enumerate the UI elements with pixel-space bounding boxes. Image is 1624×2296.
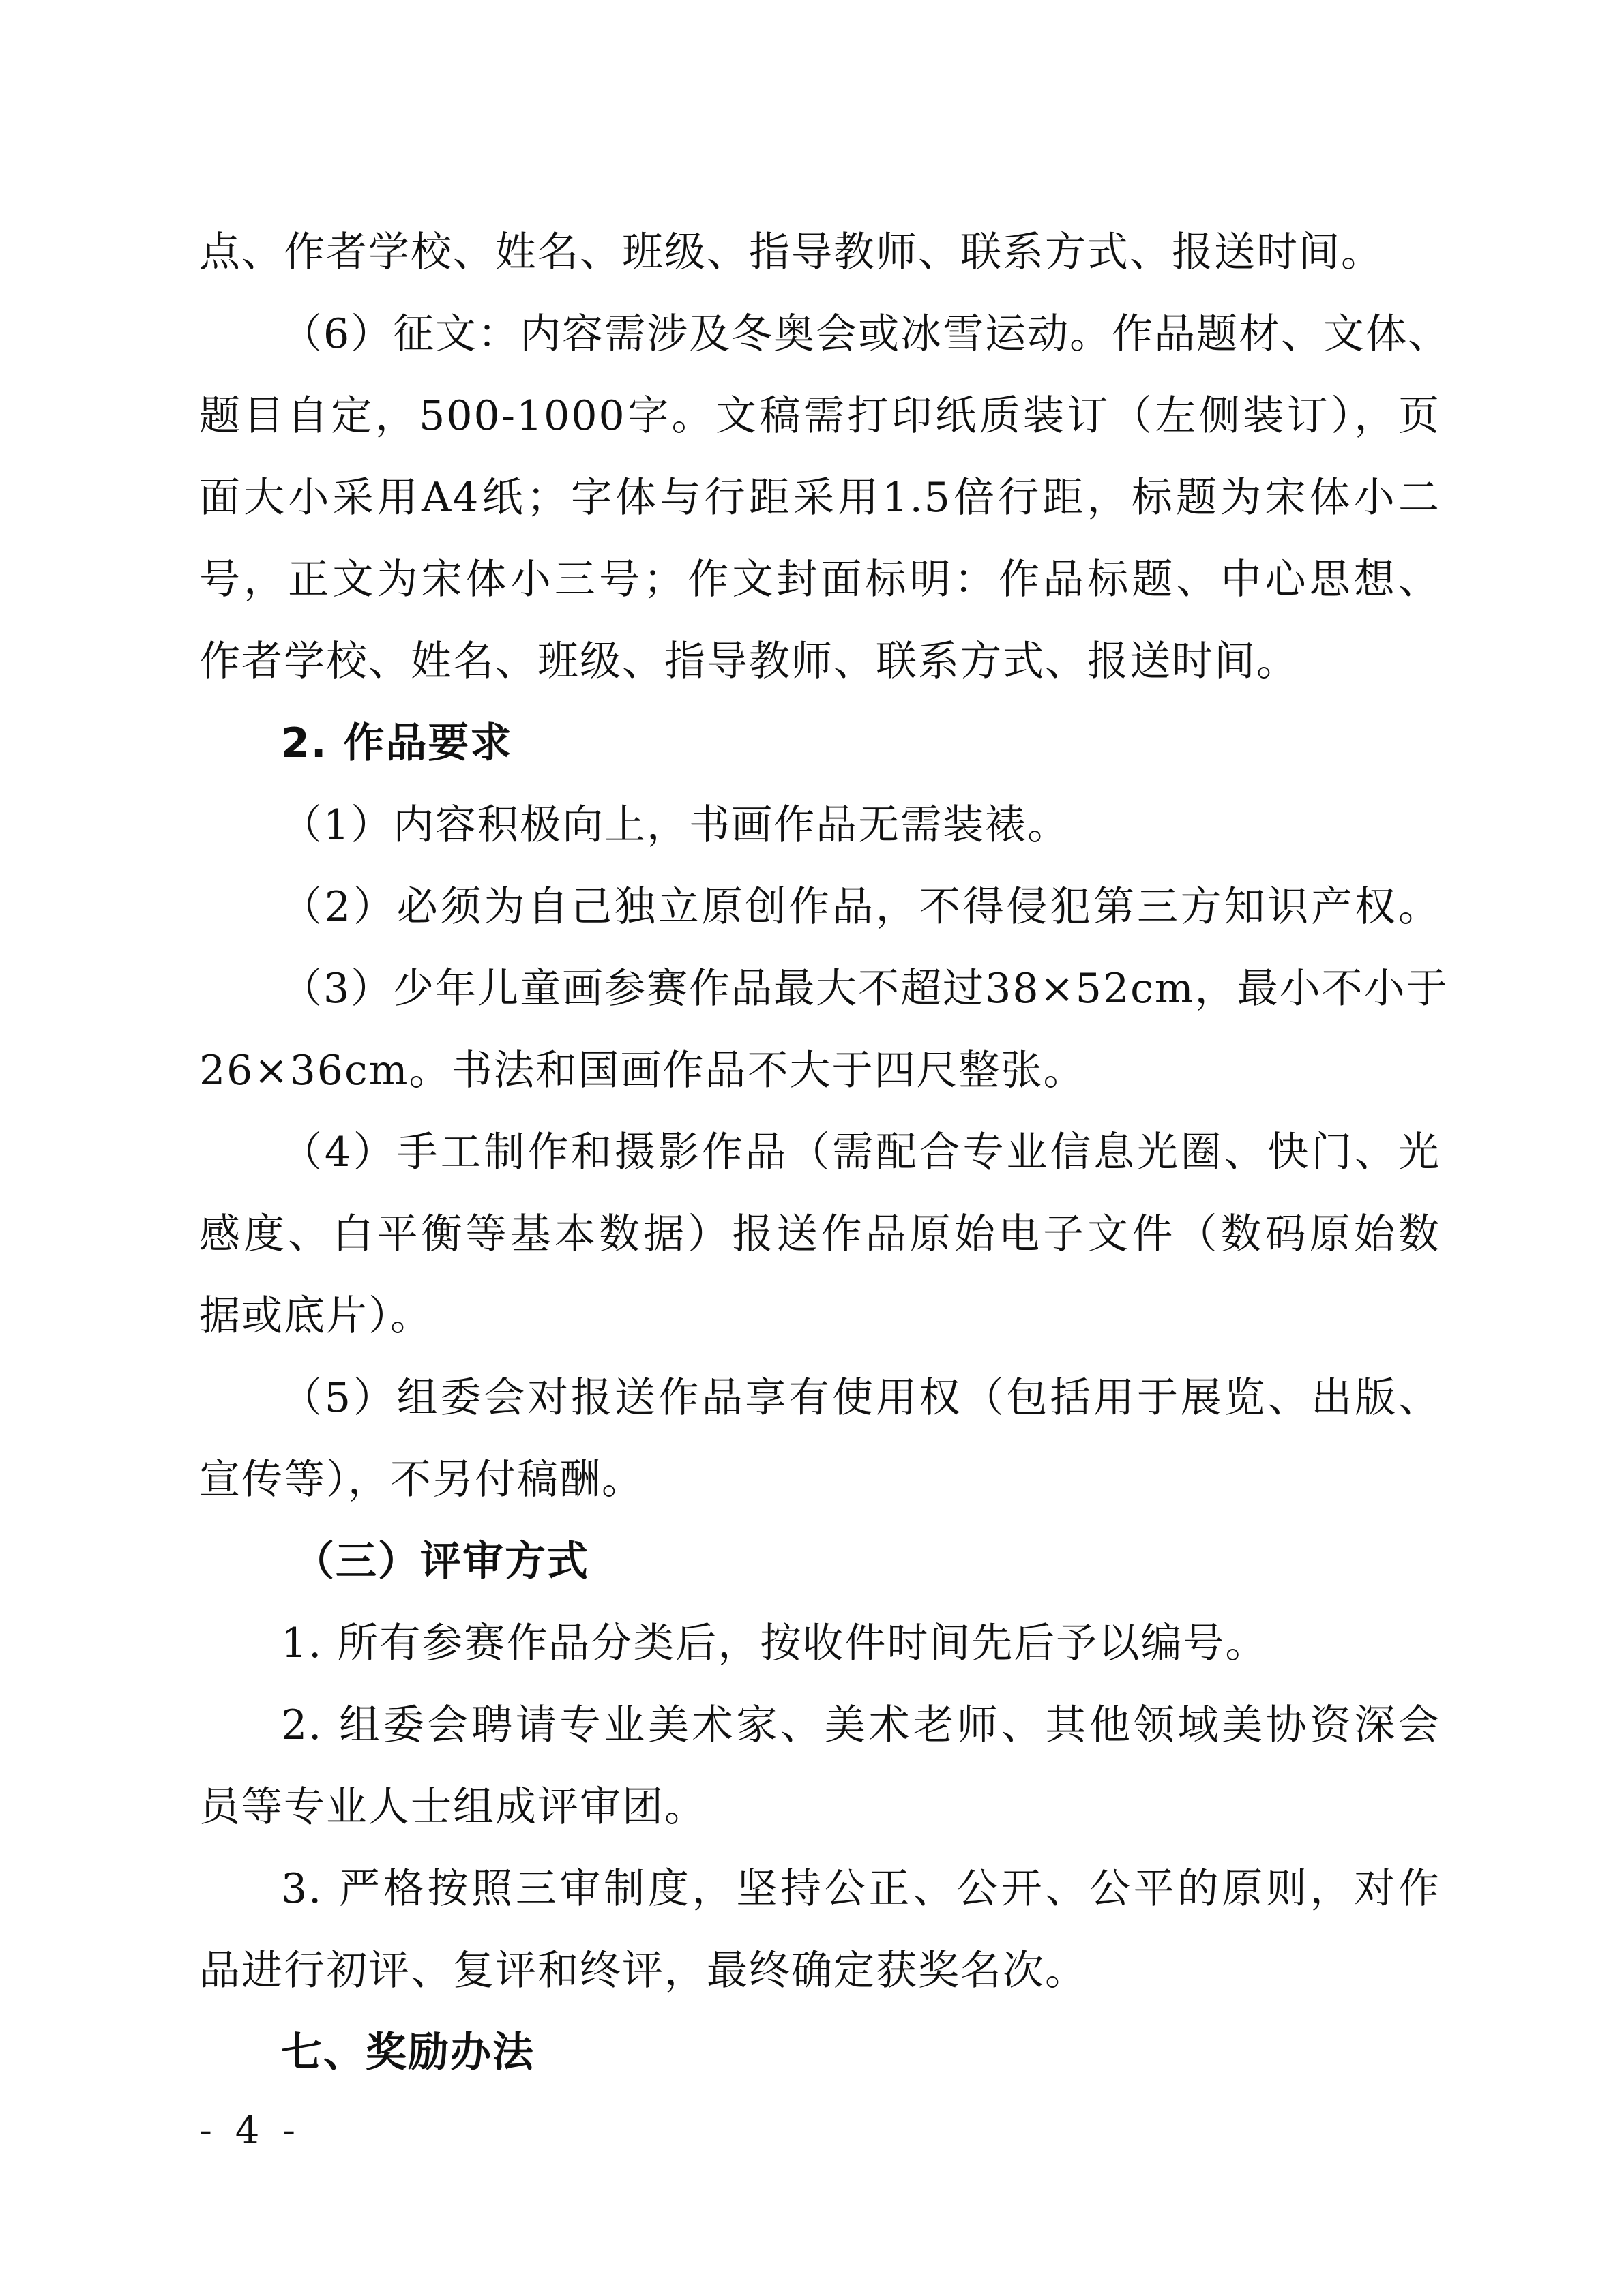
- text-line: （1）内容积极向上，书画作品无需装裱。: [281, 801, 1070, 849]
- text-line: 1. 所有参赛作品分类后，按收件时间先后予以编号。: [281, 1620, 1268, 1667]
- text-line: （4）手工制作和摄影作品（需配合专业信息光圈、快门、光: [281, 1129, 1441, 1176]
- text-line: （6）征文：内容需涉及冬奥会或冰雪运动。作品题材、文体、: [281, 310, 1451, 358]
- section-heading: （三）评审方式: [293, 1538, 589, 1585]
- text-line: 点、作者学校、姓名、班级、指导教师、联系方式、报送时间。: [199, 228, 1383, 276]
- text-line: 据或底片）。: [199, 1292, 432, 1340]
- text-line: 感度、白平衡等基本数据）报送作品原始电子文件（数码原始数: [199, 1210, 1441, 1258]
- text-line: 作者学校、姓名、班级、指导教师、联系方式、报送时间。: [199, 638, 1299, 685]
- text-line: （3）少年儿童画参赛作品最大不超过38×52cm，最小不小于: [281, 965, 1449, 1013]
- text-line: 面大小采用A4纸；字体与行距采用1.5倍行距，标题为宋体小二: [199, 474, 1441, 522]
- text-line: 宣传等），不另付稿酬。: [199, 1456, 644, 1504]
- text-line: （2）必须为自己独立原创作品，不得侵犯第三方知识产权。: [281, 883, 1441, 931]
- section-heading: 七、奖励办法: [281, 2029, 535, 2076]
- text-line: 员等专业人士组成评审团。: [199, 1783, 707, 1831]
- text-line: 2. 组委会聘请专业美术家、美术老师、其他领域美协资深会: [281, 1701, 1441, 1749]
- text-line: （5）组委会对报送作品享有使用权（包括用于展览、出版、: [281, 1374, 1441, 1422]
- text-line: 品进行初评、复评和终评，最终确定获奖名次。: [199, 1947, 1087, 1995]
- text-line: 号，正文为宋体小三号；作文封面标明：作品标题、中心思想、: [199, 556, 1441, 603]
- text-line: 26×36cm。书法和国画作品不大于四尺整张。: [199, 1047, 1086, 1094]
- text-line: 题目自定，500-1000字。文稿需打印纸质装订（左侧装订），页: [199, 392, 1441, 440]
- text-line: 3. 严格按照三审制度，坚持公正、公开、公平的原则，对作: [281, 1865, 1441, 1913]
- page-number: - 4 -: [199, 2108, 301, 2153]
- section-heading: 2. 作品要求: [281, 719, 513, 767]
